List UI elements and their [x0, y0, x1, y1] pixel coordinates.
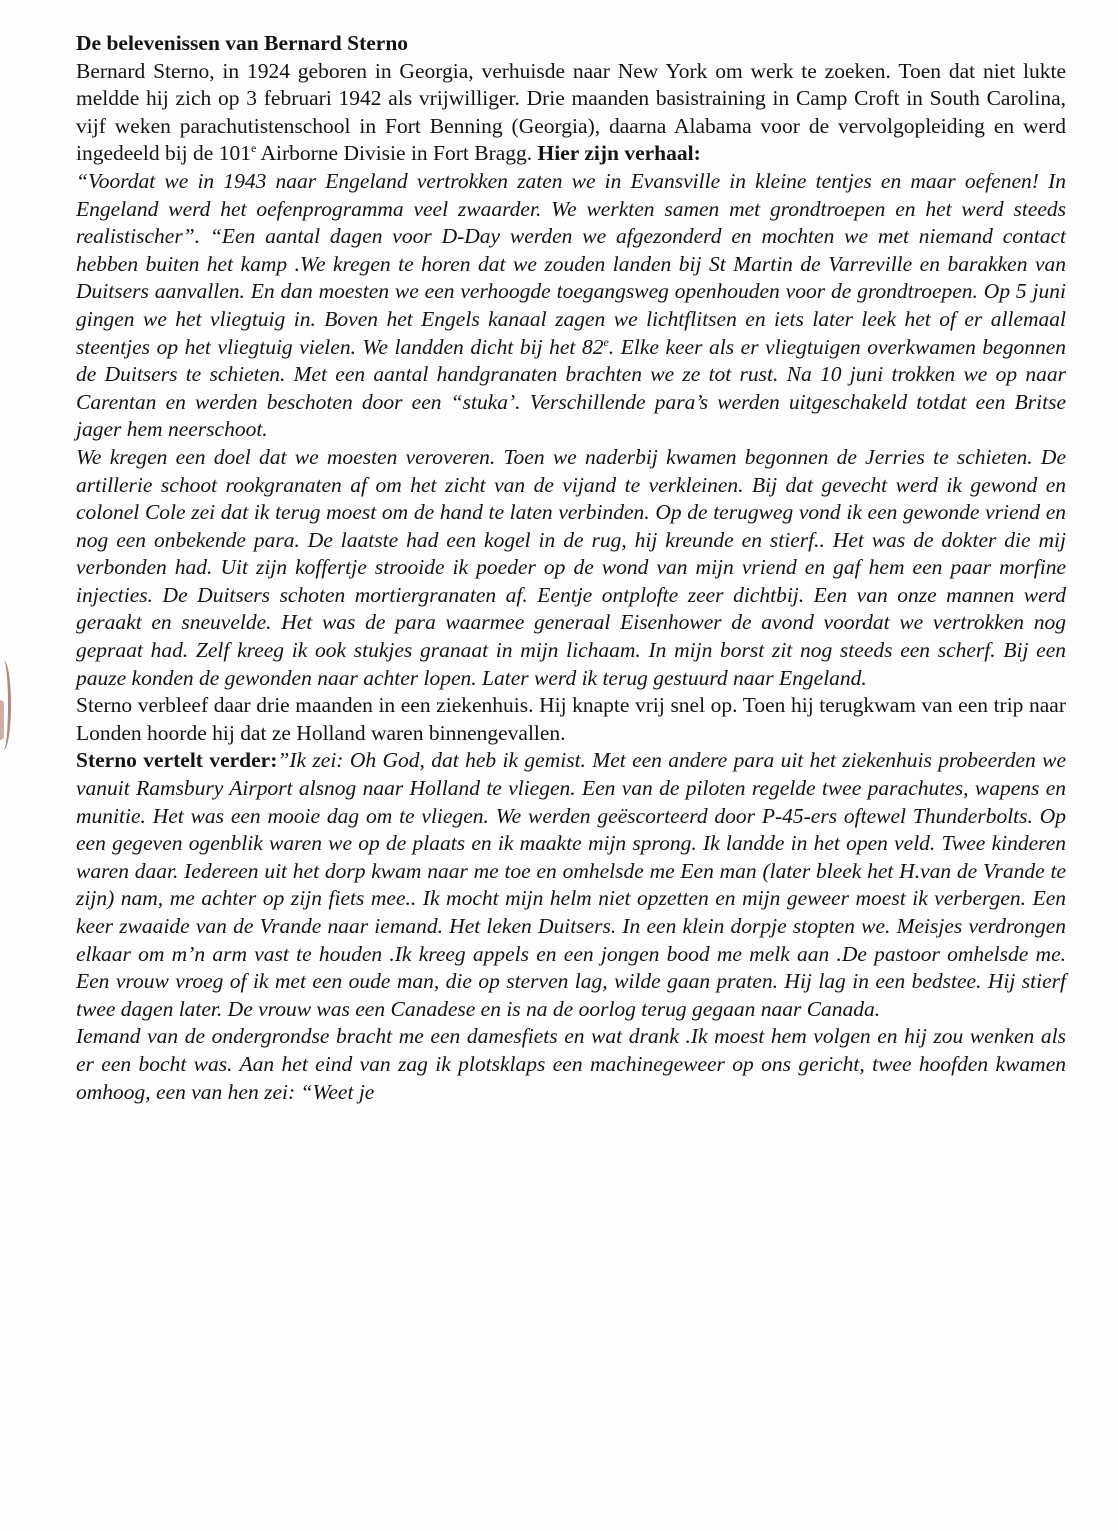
intro-text-end: Airborne Divisie in Fort Bragg. [256, 141, 538, 166]
story-paragraph-1-end: . Elke keer als er vliegtuigen overkwamen begonnen de Duitsers te schieten. Met een aantal handgranaten brachten we ze tot rust. Na 10 juni trokken we op naar Carentan en werden beschoten door een “stuka’. Verschillende para’s werden uitgeschakeld totdat een Britse jager hem neerschoot. [76, 334, 1066, 442]
story-paragraph-3-text: ”Ik zei: Oh God, dat heb ik gemist. Met een andere para uit het ziekenhuis probeerden we vanuit Ramsbury Airport alsnog naar Holland te vliegen. Een van de piloten regelde twee parachutes, wapens en munitie. Het was een mooie dag om te vliegen. We werden geëscorteerd door P-45-ers oftewel Thunderbolts. Op een gegeven ogenblik waren we op de plaats en ik maakte mijn sprong. Ik landde in het open veld. Twee kinderen waren daar. Iedereen uit het dorp kwam naar me toe en omhelsde me Een man (later bleek het H.van de Vrande te zijn) nam, me achter op zijn fiets mee.. Ik mocht mijn helm niet opzetten en mijn geweer moest ik verbergen. Een keer zwaaide van de Vrande naar iemand. Het leken Duitsers. In een klein dorpje stopten we. Meisjes verdrongen elkaar om m’n arm vast te houden .Ik kreeg appels en een jongen bood me melk aan .De pastoor omhelsde me. Een vrouw vroeg of ik met een oude man, die op sterven lag, wilde gaan praten. Hij lag in een bedstee. Hij stierf twee dagen later. De vrouw was een Canadese en is na de oorlog terug gegaan naar Canada. [76, 748, 1066, 1021]
story-paragraph-3 [76, 747, 1066, 1023]
article-body [76, 30, 1066, 1106]
story-paragraph-4: Iemand van de ondergrondse bracht me een damesfiets en wat drank .Ik moest hem volgen en hij zou wenken als er een bocht was. Aan het eind van zag ik plotsklaps een machinegeweer op ons gericht, twee hoofden kwamen omhoog, een van hen zei: “Weet je [76, 1024, 1066, 1104]
intro-paragraph [76, 58, 1066, 168]
article-title: De belevenissen van Bernard Sterno [76, 31, 409, 55]
story-paragraph-3-lead: Sterno vertelt verder: [76, 748, 278, 773]
intro-superscript: e [250, 141, 257, 156]
narration-paragraph: Sterno verbleef daar drie maanden in een ziekenhuis. Hij knapte vrij snel op. Toen hij terugkwam van een trip naar Londen hoorde hij dat ze Holland waren binnengevallen. [76, 693, 1066, 745]
intro-bold-lead: Hier zijn verhaal: [537, 141, 701, 166]
story-paragraph-1-text: “Voordat we in 1943 naar Engeland vertrokken zaten we in Evansville in kleine tentjes en maar oefenen! In Engeland werd het oefenprogramma veel zwaarder. We werkten samen met grondtroepen en het werd steeds realistischer”. “Een aantal dagen voor D-Day werden we afgezonderd en mochten we met niemand contact hebben buiten het kamp .We kregen te horen dat we zouden landen bij St Martin de Varreville en barakken van Duitsers aanvallen. En dan moesten we een verhoogde toegangsweg openhouden voor de grondtroepen. Op 5 juni gingen we het vliegtuig in. Boven het Engels kanaal zagen we lichtflitsen en iets later leek het of er allemaal steentjes op het vliegtuig vielen. We landden dicht bij het 82 [76, 168, 1066, 359]
binding-mark-inner [0, 700, 4, 740]
story-paragraph-2: We kregen een doel dat we moesten veroveren. Toen we naderbij kwamen begonnen de Jerries te schieten. De artillerie schoot rookgranaten af om het zicht van de vijand te verkleinen. Bij dat gevecht werd ik gewond en colonel Cole zei dat ik terug moest om de hand te laten verbinden. Op de terugweg vond ik een gewonde vriend en nog een onbekende para. De laatste had een kogel in de rug, hij kreunde en stierf.. Het was de dokter die mij verbonden had. Uit zijn koffertje strooide ik poeder op de wond van mijn vriend en gaf hem een paar morfine injecties. De Duitsers schoten mortiergranaten af. Eentje ontplofte zeer dichtbij. Een van onze mannen werd geraakt en sneuvelde. Het was de para waarmee generaal Eisenhower de avond voordat we vertrokken nog gepraat had. Zelf kreeg ik ook stukjes granaat in mijn lichaam. In mijn borst zit nog steeds een scherf. Bij een pauze konden de gewonden naar achter lopen. Later werd ik terug gestuurd naar Engeland. [76, 444, 1066, 690]
story-paragraph-1-superscript: e [603, 334, 609, 349]
intro-text: Bernard Sterno, in 1924 geboren in Georgia, verhuisde naar New York om werk te zoeken. Toen dat niet lukte meldde hij zich op 3 februari 1942 als vrijwilliger. Drie maanden basistraining in Camp Croft in South Carolina, vijf weken parachutistenschool in Fort Benning (Georgia), daarna Alabama voor de vervolgopleiding en werd ingedeeld bij de 101 [76, 58, 1066, 166]
story-paragraph-1 [76, 168, 1066, 444]
